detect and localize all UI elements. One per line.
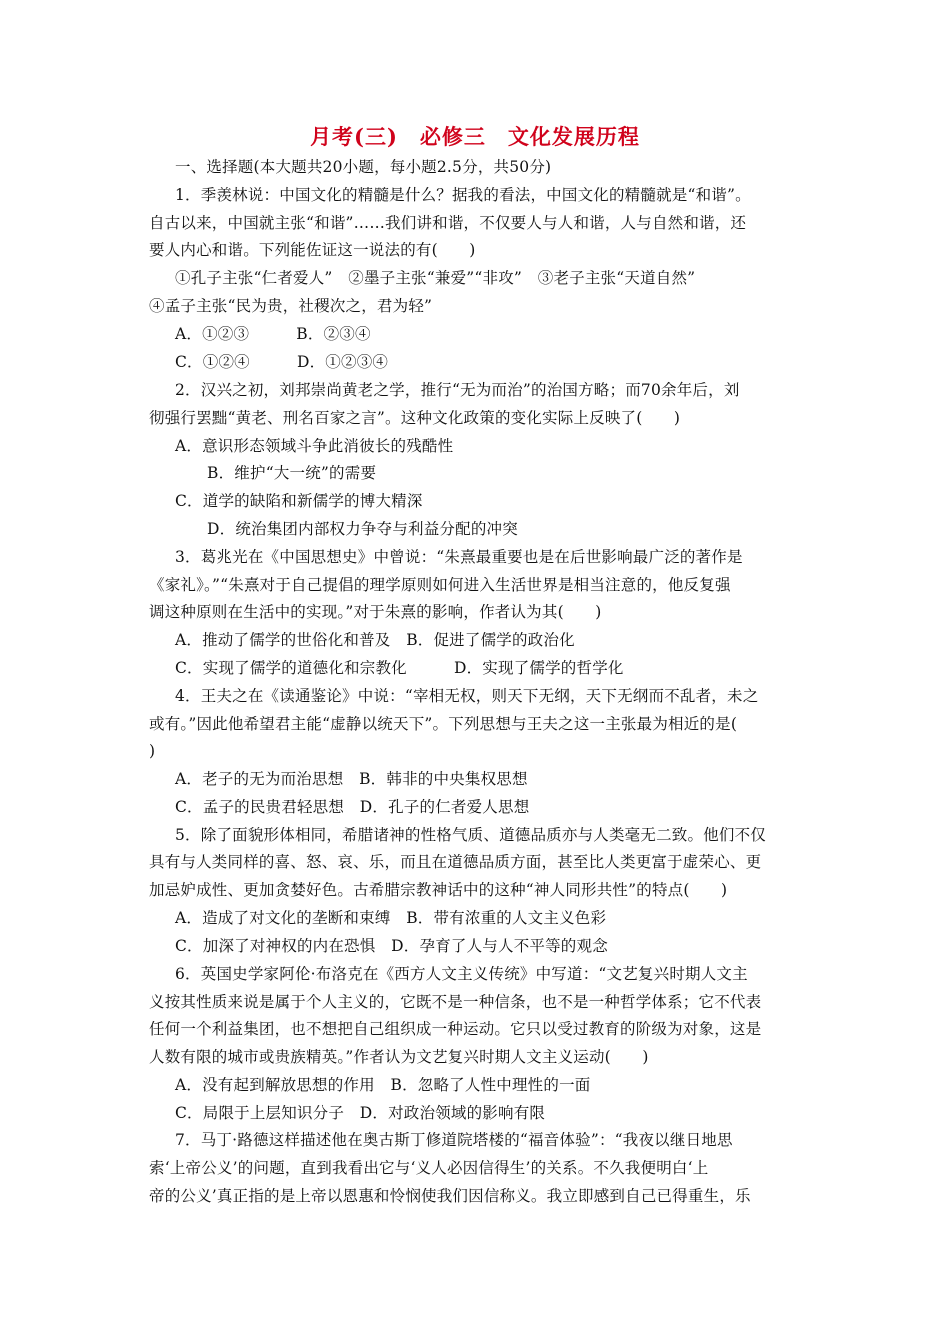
text-line: 6．英国史学家阿伦·布洛克在《西方人文主义传统》中写道：“文艺复兴时期人文主 [175, 965, 748, 983]
text-line: 3．葛兆光在《中国思想史》中曾说：“朱熹最重要也是在后世影响最广泛的著作是 [175, 548, 743, 566]
text-line: C．实现了儒学的道德化和宗教化 D．实现了儒学的哲学化 [175, 659, 624, 677]
text-line: 具有与人类同样的喜、怒、哀、乐，而且在道德品质方面，甚至比人类更富于虚荣心、更 [149, 853, 762, 871]
text-line: A．意识形态领域斗争此消彼长的残酷性 [175, 437, 454, 455]
text-line: 5．除了面貌形体相同，希腊诸神的性格气质、道德品质亦与人类毫无二致。他们不仅 [175, 826, 766, 844]
page-title: 月考(三) 必修三 文化发展历程 [310, 124, 640, 149]
text-line: B．维护“大一统”的需要 [207, 464, 377, 482]
text-line: ④孟子主张“民为贵，社稷次之，君为轻” [149, 297, 433, 315]
text-line: 或有。”因此他希望君主能“虚静以统天下”。下列思想与王夫之这一主张最为相近的是( [149, 715, 738, 733]
text-line: 加忌妒成性、更加贪婪好色。古希腊宗教神话中的这种“神人同形共性”的特点( ) [149, 881, 728, 899]
text-line: 7．马丁·路德这样描述他在奥古斯丁修道院塔楼的“福音体验”：“我夜以继日地思 [175, 1131, 733, 1149]
text-line: 帝的公义’真正指的是上帝以恩惠和怜悯使我们因信称义。我立即感到自己已得重生，乐 [149, 1187, 751, 1205]
text-line: 索‘上帝公义’的问题，直到我看出它与‘义人必因信得生’的关系。不久我便明白‘上 [149, 1159, 709, 1177]
text-line: A．推动了儒学的世俗化和普及 B．促进了儒学的政治化 [175, 631, 575, 649]
text-line: 1．季羡林说：中国文化的精髓是什么？据我的看法，中国文化的精髓就是“和谐”。 [175, 186, 751, 204]
text-line: ①孔子主张“仁者爱人” ②墨子主张“兼爱”“非攻” ③老子主张“天道自然” [175, 269, 696, 287]
text-line: A．没有起到解放思想的作用 B．忽略了人性中理性的一面 [175, 1076, 591, 1094]
text-line: 4．王夫之在《读通鉴论》中说：“宰相无权，则天下无纲，天下无纲而不乱者，未之 [175, 687, 759, 705]
text-line: C．道学的缺陷和新儒学的博大精深 [175, 492, 423, 510]
section-heading: 一、选择题(本大题共20小题，每小题2.5分，共50分) [175, 158, 552, 176]
text-line: A．老子的无为而治思想 B．韩非的中央集权思想 [175, 770, 528, 788]
text-line: 彻强行罢黜“黄老、刑名百家之言”。这种文化政策的变化实际上反映了( ) [149, 409, 681, 427]
text-line: C．孟子的民贵君轻思想 D．孔子的仁者爱人思想 [175, 798, 530, 816]
text-line: A．造成了对文化的垄断和束缚 B．带有浓重的人文主义色彩 [175, 909, 607, 927]
text-line: C．①②④ D．①②③④ [175, 353, 389, 371]
text-line: ) [149, 742, 156, 760]
text-line: 要人内心和谐。下列能佐证这一说法的有( ) [149, 241, 476, 259]
text-line: C．局限于上层知识分子 D．对政治领域的影响有限 [175, 1104, 546, 1122]
text-line: 《家礼》。”“朱熹对于自己提倡的理学原则如何进入生活世界是相当注意的，他反复强 [149, 576, 731, 594]
text-line: 任何一个利益集团，也不想把自己组织成一种运动。它只以受过教育的阶级为对象，这是 [149, 1020, 762, 1038]
text-line: C．加深了对神权的内在恐惧 D．孕育了人与人不平等的观念 [175, 937, 608, 955]
text-line: 义按其性质来说是属于个人主义的，它既不是一种信条，也不是一种哲学体系；它不代表 [149, 993, 762, 1011]
text-line: A．①②③ B．②③④ [175, 325, 371, 343]
text-line: 自古以来，中国就主张“和谐”……我们讲和谐，不仅要人与人和谐，人与自然和谐，还 [149, 214, 747, 232]
text-line: 调这种原则在生活中的实现。”对于朱熹的影响，作者认为其( ) [149, 603, 602, 621]
text-line: D．统治集团内部权力争夺与利益分配的冲突 [207, 520, 518, 538]
text-line: 人数有限的城市或贵族精英。”作者认为文艺复兴时期人文主义运动( ) [149, 1048, 649, 1066]
text-line: 2．汉兴之初，刘邦崇尚黄老之学，推行“无为而治”的治国方略；而70余年后，刘 [175, 381, 740, 399]
